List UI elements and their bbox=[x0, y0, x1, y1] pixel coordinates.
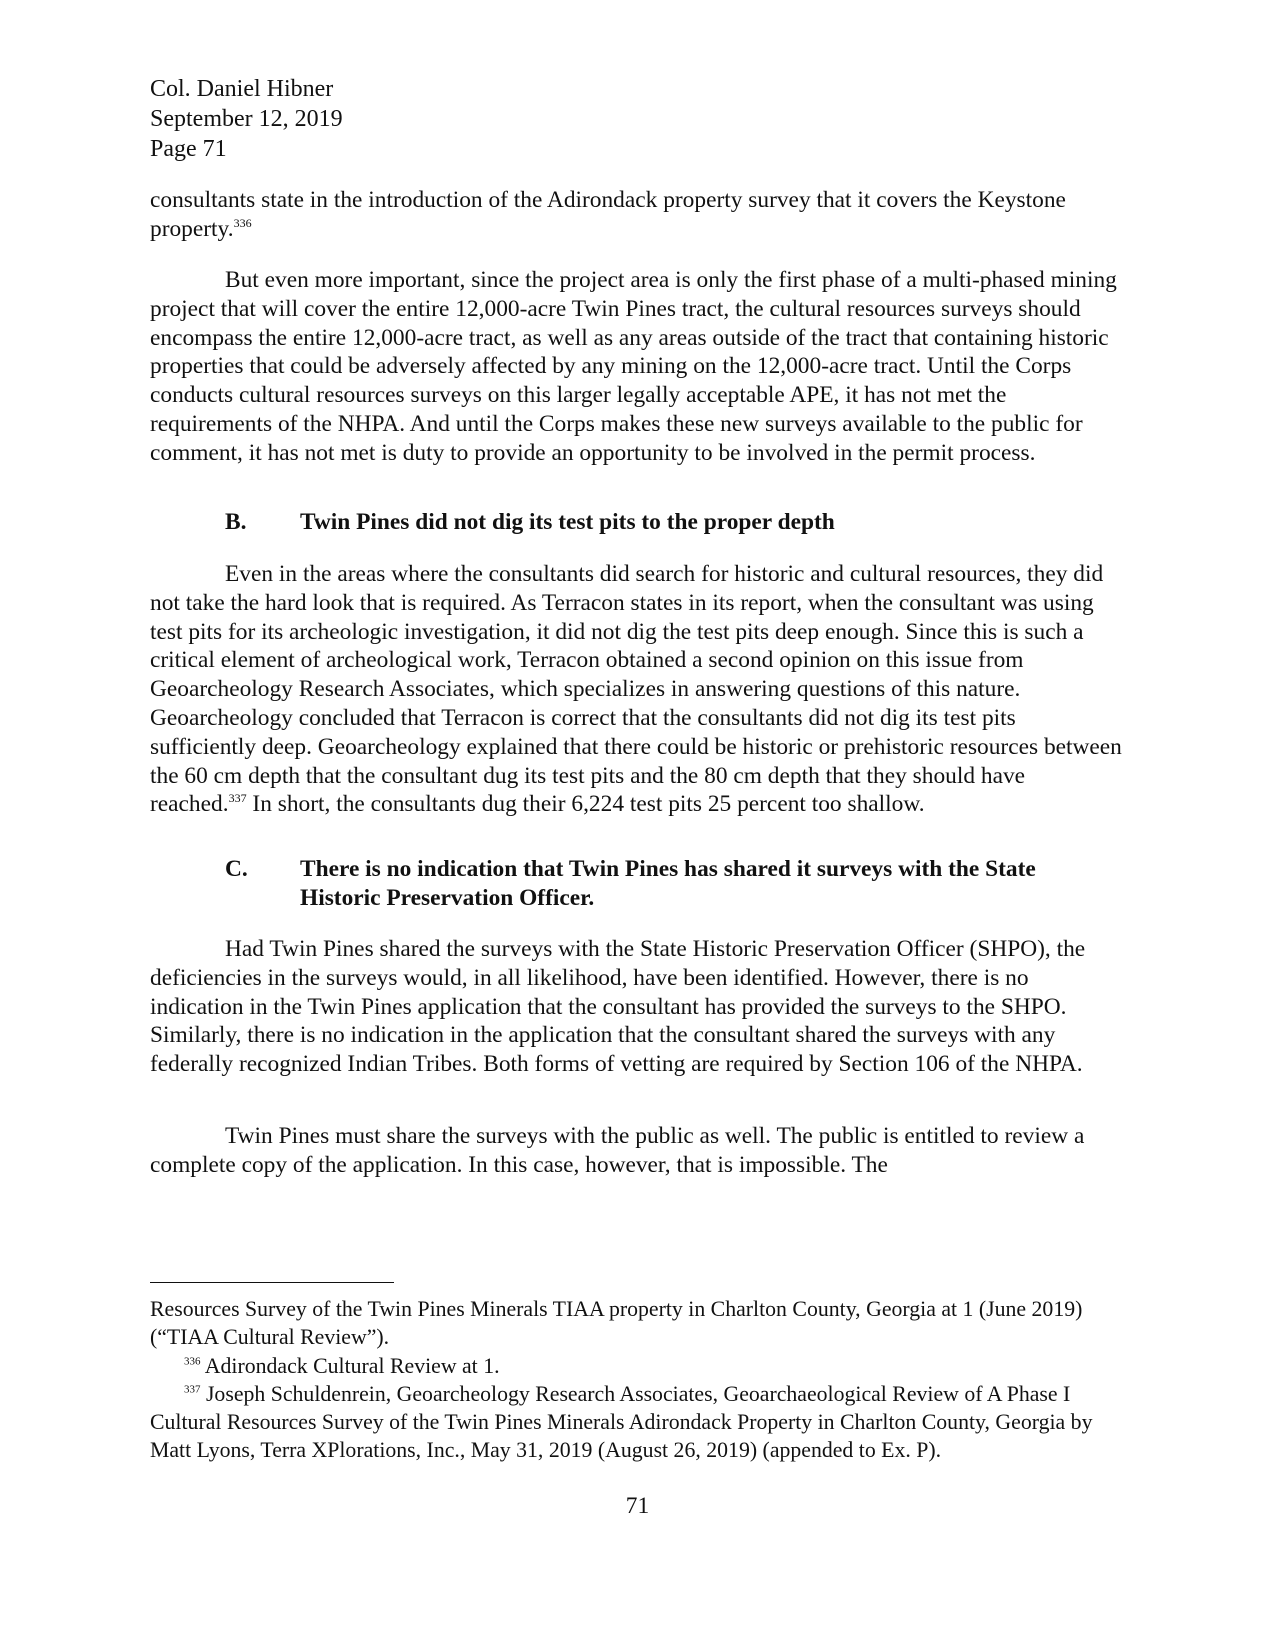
footnote-continuation: Resources Survey of the Twin Pines Minerals TIAA property in Charlton County, Georgia at 1 (June 2019) (“TIAA Cultural Review”). bbox=[150, 1297, 1083, 1350]
paragraph-1 bbox=[150, 186, 1122, 244]
paragraph-3-text-a: Even in the areas where the consultants did search for historic and cultural resources, they did not take the hard look that is required. As Terracon states in its report, when the consultant was using test pits for its archeologic investigation, it did not dig the test pits deep enough. Since this is such a critical element of archeological work, Terracon obtained a second opinion on this issue from Geoarcheology Research Associates, which specializes in answering questions of this nature. Geoarcheology concluded that Terracon is correct that the consultants did not dig its test pits sufficiently deep. Geoarcheology explained that there could be historic or prehistoric resources between the 60 cm depth that the consultant dug its test pits and the 80 cm depth that they should have reached. bbox=[150, 561, 1122, 818]
page-number: 71 bbox=[625, 1493, 650, 1519]
paragraph-2-text: But even more important, since the project area is only the first phase of a multi-phased mining project that will cover the entire 12,000-acre Twin Pines tract, the cultural resources surveys should encompass the entire 12,000-acre tract, as well as any areas outside of the tract that containing historic properties that could be adversely affected by any mining on the 12,000-acre tract. Until the Corps conducts cultural resources surveys on this larger legally acceptable APE, it has not met the requirements of the NHPA. And until the Corps makes these new surveys available to the public for comment, it has not met is duty to provide an opportunity to be involved in the permit process. bbox=[150, 267, 1117, 466]
header-page-label: Page 71 bbox=[150, 136, 227, 162]
footnote-divider bbox=[150, 1282, 394, 1283]
paragraph-1-text: consultants state in the introduction of the Adirondack property survey that it covers the Keystone property. bbox=[150, 187, 1066, 242]
paragraph-3-text-b: In short, the consultants dug their 6,224 test pits 25 percent too shallow. bbox=[246, 791, 925, 818]
section-heading-c-letter: C. bbox=[225, 856, 248, 882]
footnote-337-number: 337 bbox=[184, 1383, 201, 1396]
section-heading-c-text: There is no indication that Twin Pines has shared it surveys with the State Historic Preservation Officer. bbox=[300, 856, 1036, 911]
recipient-name: Col. Daniel Hibner bbox=[150, 76, 334, 102]
section-heading-b-text: Twin Pines did not dig its test pits to the proper depth bbox=[300, 509, 835, 535]
footnotes bbox=[150, 1295, 1122, 1465]
footnote-336-number: 336 bbox=[184, 1355, 201, 1368]
paragraph-5-text: Twin Pines must share the surveys with the public as well. The public is entitled to review a complete copy of the application. In this case, however, that is impossible. The bbox=[150, 1123, 1085, 1178]
footnote-ref-337[interactable]: 337 bbox=[228, 791, 247, 806]
footnote-ref-336[interactable]: 336 bbox=[233, 216, 252, 230]
footnote-336-text: Adirondack Cultural Review at 1. bbox=[200, 1353, 500, 1378]
paragraph-4 bbox=[150, 935, 1122, 1079]
paragraph-2 bbox=[150, 266, 1122, 468]
letter-date: September 12, 2019 bbox=[150, 106, 343, 132]
section-heading-b bbox=[225, 508, 1125, 537]
paragraph-3 bbox=[150, 560, 1122, 819]
paragraph-5 bbox=[150, 1122, 1122, 1180]
footnote-337-text: Joseph Schuldenrein, Geoarcheology Research Associates, Geoarchaeological Review of A Phase I Cultural Resources Survey of the Twin Pines Minerals Adirondack Property in Charlton County, Georgia by Matt Lyons, Terra XPlorations, Inc., May 31, 2019 (August 26, 2019) (appended to Ex. P). bbox=[150, 1381, 1093, 1463]
section-heading-c bbox=[225, 855, 1085, 913]
paragraph-4-text: Had Twin Pines shared the surveys with the State Historic Preservation Officer (SHPO), the deficiencies in the surveys would, in all likelihood, have been identified. However, there is no indication in the Twin Pines application that the consultant has provided the surveys to the SHPO. Similarly, there is no indication in the application that the consultant shared the surveys with any federally recognized Indian Tribes. Both forms of vetting are required by Section 106 of the NHPA. bbox=[150, 936, 1086, 1078]
section-heading-b-letter: B. bbox=[225, 509, 247, 535]
footnote-336 bbox=[150, 1352, 1122, 1380]
footnote-337 bbox=[150, 1380, 1122, 1465]
letter-header bbox=[150, 74, 343, 164]
